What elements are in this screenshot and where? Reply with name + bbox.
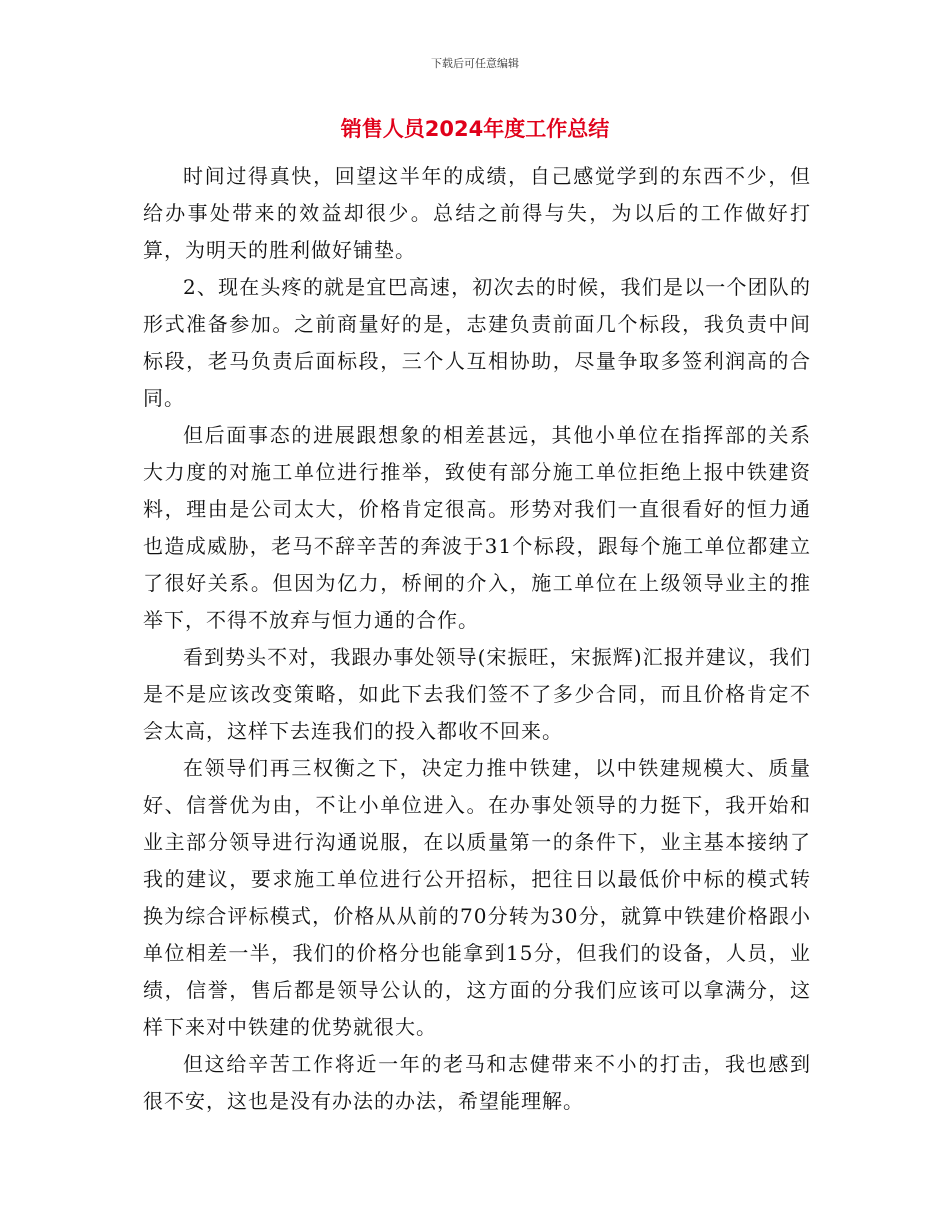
paragraph-1: 时间过得真快，回望这半年的成绩，自己感觉学到的东西不少，但给办事处带来的效益却很少。总结之前得与失，为以后的工作做好打算，为明天的胜利做好铺垫。 (143, 164, 811, 262)
paragraph-3: 但后面事态的进展跟想象的相差甚远，其他小单位在指挥部的关系大力度的对施工单位进行推举，致使有部分施工单位拒绝上报中铁建资料，理由是公司太大，价格肯定很高。形势对我们一直很看好的恒力通也造成威胁，老马不辞辛苦的奔波于31个标段，跟每个施工单位都建立了很好关系。但因为亿力，桥闸的介入，施工单位在上级领导业主的推举下，不得不放弃与恒力通的合作。 (143, 423, 811, 632)
paragraph-2: 2、现在头疼的就是宜巴高速，初次去的时候，我们是以一个团队的形式准备参加。之前商量好的是，志建负责前面几个标段，我负责中间标段，老马负责后面标段，三个人互相协助，尽量争取多签利润高的合同。 (143, 275, 811, 410)
document-title: 销售人员2024年度工作总结 (340, 117, 610, 141)
paragraph-6: 但这给辛苦工作将近一年的老马和志健带来不小的打击，我也感到很不安，这也是没有办法的办法，希望能理解。 (143, 1052, 811, 1113)
paragraph-4: 看到势头不对，我跟办事处领导(宋振旺，宋振辉)汇报并建议，我们是不是应该改变策略，如此下去我们签不了多少合同，而且价格肯定不会太高，这样下去连我们的投入都收不回来。 (143, 645, 811, 743)
header-note: 下载后可任意编辑 (431, 57, 519, 70)
paragraph-5: 在领导们再三权衡之下，决定力推中铁建，以中铁建规模大、质量好、信誉优为由，不让小单位进入。在办事处领导的力挺下，我开始和业主部分领导进行沟通说服，在以质量第一的条件下，业主基本接纳了我的建议，要求施工单位进行公开招标，把往日以最低价中标的模式转换为综合评标模式，价格从从前的70分转为30分，就算中铁建价格跟小单位相差一半，我们的价格分也能拿到15分，但我们的设备，人员，业绩，信誉，售后都是领导公认的，这方面的分我们应该可以拿满分，这样下来对中铁建的优势就很大。 (143, 756, 811, 1039)
document-body (143, 158, 811, 1120)
